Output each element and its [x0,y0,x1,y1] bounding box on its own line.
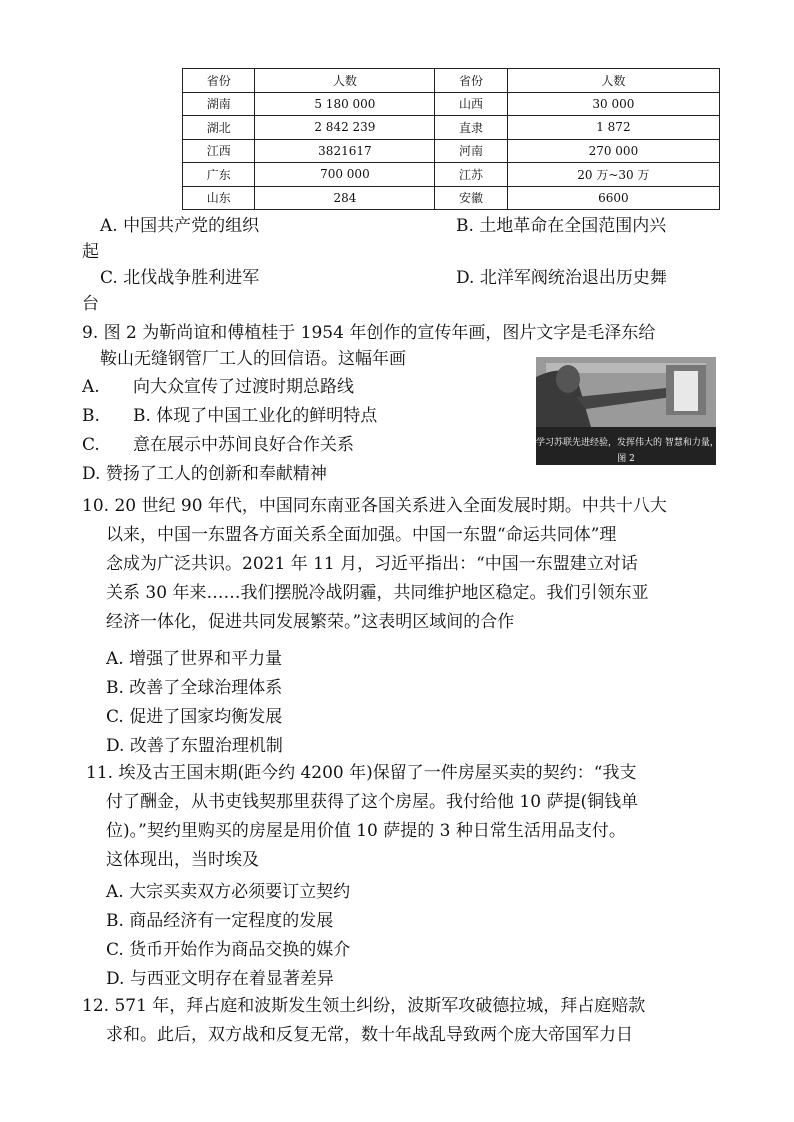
q10-stem-line: 念成为广泛共识。2021 年 11 月，习近平指出：“中国一东盟建立对话 [106,554,638,574]
table-header: 省份 [183,69,255,93]
table-cell: 山西 [435,92,507,116]
q10-option-b: B. 改善了全球治理体系 [106,678,283,698]
q9-option-c: 意在展示中苏间良好合作关系 [133,435,354,455]
q11-option-c: C. 货币开始作为商品交换的媒介 [106,940,351,960]
table-row [183,186,720,210]
q9-option-b-letter: B. [82,406,100,426]
q11-option-b: B. 商品经济有一定程度的发展 [106,911,334,931]
table-cell: 2 842 239 [255,116,435,140]
table-cell: 3821617 [255,139,435,163]
q8-option-d: D. 北洋军阀统治退出历史舞 [456,268,667,288]
q9-option-a: 向大众宣传了过渡时期总路线 [133,377,354,397]
table-row [183,116,720,140]
table-row [183,163,720,187]
table-cell: 1 872 [507,116,719,140]
q10-option-a: A. 增强了世界和平力量 [106,649,283,669]
q8-option-d-continued: 台 [82,294,99,314]
q8-option-a: A. 中国共产党的组织 [100,216,260,236]
q11-stem-line: 付了酬金，从书吏钱契那里获得了这个房屋。我付给他 10 萨提(铜钱单 [106,792,639,812]
q11-stem-line: 这体现出，当时埃及 [106,850,259,870]
population-table [182,68,720,210]
table-cell: 湖南 [183,92,255,116]
table-row [183,139,720,163]
propaganda-poster-image [536,357,791,465]
table-cell: 284 [255,186,435,210]
figure-caption: 图 2 [617,454,635,464]
q11-stem-line: 位)。”契约里购买的房屋是用价值 10 萨提的 3 种日常生活用品支付。 [106,821,626,841]
table-row [183,92,720,116]
table-cell: 山东 [183,186,255,210]
table-cell: 安徽 [435,186,507,210]
q10-stem-line: 以来，中国一东盟各方面关系全面加强。中国一东盟“命运共同体”理 [106,525,617,545]
q9-stem-line: 鞍山无缝钢管厂工人的回信语。这幅年画 [100,349,406,369]
q11-option-d: D. 与西亚文明存在着显著差异 [106,969,334,989]
q10-option-d: D. 改善了东盟治理机制 [106,736,283,756]
table-cell: 5 180 000 [255,92,435,116]
table-cell: 江西 [183,139,255,163]
q9-stem-line: 9. 图 2 为靳尚谊和傅植桂于 1954 年创作的宣传年画，图片文字是毛泽东给 [82,323,656,343]
q8-option-b-continued: 起 [82,242,99,262]
table-cell: 700 000 [255,163,435,187]
table-cell: 30 000 [507,92,719,116]
q8-option-b: B. 土地革命在全国范围内兴 [456,216,667,236]
q10-stem-line: 10. 20 世纪 90 年代，中国同东南亚各国关系进入全面发展时期。中共十八大 [82,496,667,516]
table-cell: 湖北 [183,116,255,140]
table-cell: 直隶 [435,116,507,140]
q11-option-a: A. 大宗买卖双方必须要订立契约 [106,882,351,902]
q11-stem-line: 11. 埃及古王国末期(距今约 4200 年)保留了一件房屋买卖的契约：“我支 [86,763,637,783]
table-header: 省份 [435,69,507,93]
q9-option-d: D. 赞扬了工人的创新和奉献精神 [82,464,327,484]
poster-text: 学习苏联先进经验，发挥伟大的 智慧和力量，争取更大的成就。 [536,438,791,448]
q10-stem-line: 经济一体化，促进共同发展繁荣。”这表明区域间的合作 [106,612,515,632]
table-header: 人数 [255,69,435,93]
table-header: 人数 [507,69,719,93]
table-cell: 270 000 [507,139,719,163]
table-cell: 河南 [435,139,507,163]
q9-option-b: B. 体现了中国工业化的鲜明特点 [133,406,378,426]
q12-stem-line: 12. 571 年，拜占庭和波斯发生领土纠纷，波斯军攻破德拉城，拜占庭赔款 [82,996,646,1016]
table-cell: 20 万~30 万 [507,163,719,187]
table-cell: 6600 [507,186,719,210]
q8-option-c: C. 北伐战争胜利进军 [100,268,260,288]
table-cell: 江苏 [435,163,507,187]
q12-stem-line: 求和。此后，双方战和反复无常，数十年战乱导致两个庞大帝国军力日 [106,1025,633,1045]
q9-option-a-letter: A. [82,377,100,397]
q9-option-c-letter: C. [82,435,100,455]
q10-option-c: C. 促进了国家均衡发展 [106,707,283,727]
table-cell: 广东 [183,163,255,187]
poster-illustration [536,357,791,465]
q10-stem-line: 关系 30 年来……我们摆脱冷战阴霾，共同维护地区稳定。我们引领东亚 [106,583,649,603]
table-header-row [183,69,720,93]
